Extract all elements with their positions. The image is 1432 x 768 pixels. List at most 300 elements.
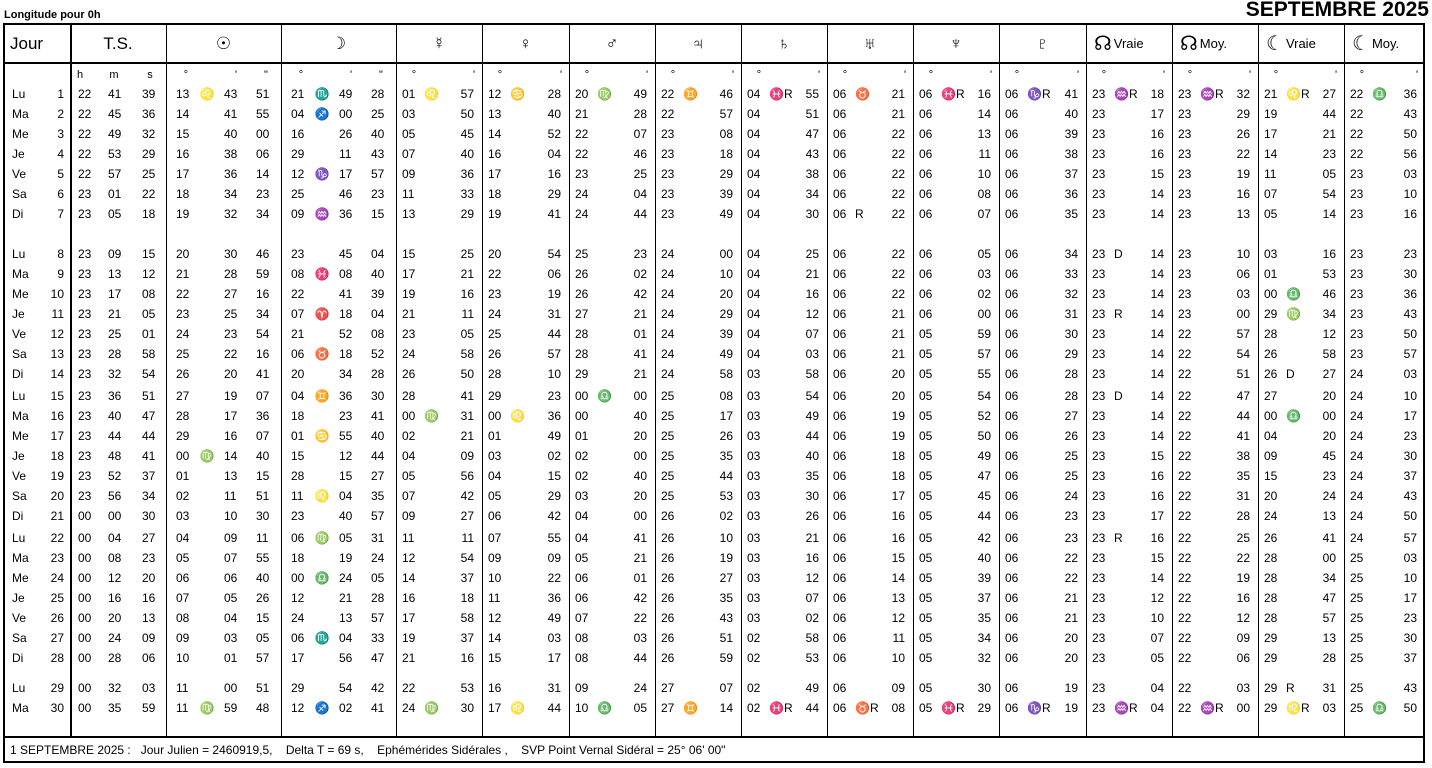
lv-degrees: 11	[1264, 167, 1277, 181]
moon-degrees: 11	[291, 489, 304, 503]
sat-minutes: 12	[805, 571, 819, 585]
lv-minutes: 03	[1322, 701, 1336, 715]
mer-minutes: 18	[460, 591, 474, 605]
moon-degrees: 29	[291, 681, 305, 695]
jup-minutes: 19	[719, 551, 733, 565]
ven-minutes: 36	[547, 409, 561, 423]
plu-degrees: 06	[1005, 681, 1019, 695]
ura-degrees: 06	[833, 469, 847, 483]
jup-degrees: 26	[661, 531, 675, 545]
ven-degrees: 16	[488, 147, 502, 161]
day-number: 14	[50, 367, 64, 381]
lv-minutes: 23	[1322, 147, 1336, 161]
sun-minutes: 59	[224, 701, 238, 715]
mar-minutes: 46	[633, 147, 647, 161]
nep-minutes: 35	[977, 611, 991, 625]
nep-minutes: 59	[977, 327, 991, 341]
plu-degrees: 06	[1005, 147, 1019, 161]
moon-degrees: 01	[291, 429, 305, 443]
ura-minutes: 12	[891, 611, 905, 625]
sat-degrees: 03	[747, 551, 761, 565]
lv-degrees: 00	[1264, 287, 1278, 301]
nm-minutes: 41	[1236, 429, 1250, 443]
ven-sign: ♋	[510, 87, 525, 101]
sidereal-hours: 23	[78, 449, 92, 463]
sun-minutes: 09	[224, 531, 238, 545]
nm-minutes: 51	[1236, 367, 1250, 381]
ven-minutes: 29	[547, 489, 561, 503]
mar-minutes: 49	[633, 87, 647, 101]
sat-minutes: 58	[805, 367, 819, 381]
lm-minutes: 23	[1403, 611, 1417, 625]
sun-seconds: 46	[256, 247, 270, 261]
moon-seconds: 30	[371, 389, 385, 403]
ura-minutes: 21	[891, 107, 905, 121]
lm-degrees: 22	[1350, 127, 1364, 141]
mar-degrees: 24	[575, 187, 589, 201]
nv-minutes: 07	[1150, 631, 1164, 645]
table-row	[0, 608, 1422, 628]
moon-seconds: 04	[371, 307, 385, 321]
mer-degrees: 05	[402, 469, 416, 483]
lm-degrees: 24	[1350, 489, 1364, 503]
column-header-lilith-true	[1258, 25, 1344, 62]
table-row	[0, 628, 1422, 648]
plu-minutes: 28	[1064, 389, 1078, 403]
mar-degrees: 28	[575, 347, 589, 361]
jup-minutes: 08	[719, 127, 733, 141]
moon-minutes: 54	[339, 681, 353, 695]
lm-minutes: 23	[1403, 429, 1417, 443]
moon-minutes: 49	[339, 87, 353, 101]
nep-degrees: 06	[919, 247, 933, 261]
day-name: Di	[12, 509, 24, 523]
ven-degrees: 22	[488, 267, 502, 281]
mar-degrees: 03	[575, 489, 589, 503]
mer-degrees: 17	[402, 611, 416, 625]
jup-degrees: 23	[661, 147, 675, 161]
ura-minutes: 21	[891, 347, 905, 361]
mar-degrees: 26	[575, 267, 589, 281]
sidereal-minutes: 32	[108, 681, 122, 695]
nv-degrees: 23	[1092, 127, 1106, 141]
sidereal-minutes: 56	[108, 489, 122, 503]
mar-minutes: 21	[633, 367, 647, 381]
mer-minutes: 30	[460, 701, 474, 715]
moon-sign: ♑	[314, 167, 330, 181]
ven-degrees: 12	[488, 87, 502, 101]
mar-minutes: 44	[633, 651, 647, 665]
lm-degrees: 23	[1350, 247, 1364, 261]
unit-label: '	[234, 69, 238, 81]
sun-seconds: 51	[256, 87, 270, 101]
moon-degrees: 08	[291, 267, 305, 281]
jup-minutes: 44	[719, 469, 733, 483]
ven-minutes: 04	[547, 147, 561, 161]
nv-minutes: 14	[1150, 307, 1164, 321]
nm-degrees: 22	[1178, 681, 1192, 695]
sat-degrees: 03	[747, 489, 761, 503]
mer-minutes: 16	[460, 287, 474, 301]
nm-minutes: 00	[1236, 701, 1250, 715]
plu-degrees: 06	[1005, 287, 1019, 301]
sat-minutes: 34	[805, 187, 819, 201]
nm-degrees: 22	[1178, 449, 1192, 463]
jup-degrees: 26	[661, 551, 675, 565]
lm-minutes: 30	[1403, 267, 1417, 281]
moon-seconds: 42	[371, 681, 385, 695]
lv-minutes: 05	[1322, 167, 1336, 181]
column-header-jupiter	[655, 25, 741, 62]
moon-minutes: 04	[339, 631, 353, 645]
moon-seconds: 44	[371, 449, 385, 463]
jup-degrees: 22	[661, 107, 675, 121]
sat-minutes: 38	[805, 167, 819, 181]
sidereal-seconds: 25	[142, 167, 156, 181]
table-row	[0, 284, 1422, 304]
table-row	[0, 406, 1422, 426]
table-row	[0, 264, 1422, 284]
table-row	[0, 184, 1422, 204]
moon-degrees: 09	[291, 207, 305, 221]
nm-minutes: 57	[1236, 327, 1250, 341]
nm-degrees: 22	[1178, 631, 1192, 645]
nep-minutes: 02	[977, 287, 991, 301]
nm-degrees: 22	[1178, 429, 1192, 443]
day-number: 2	[57, 107, 64, 121]
moon-minutes: 26	[339, 127, 353, 141]
column-header-label: Moy.	[1371, 36, 1400, 51]
ven-degrees: 16	[488, 681, 502, 695]
moon-sign: ♒	[314, 207, 330, 221]
jup-minutes: 59	[719, 651, 733, 665]
moon-seconds: 40	[371, 429, 385, 443]
lm-minutes: 23	[1403, 247, 1417, 261]
moon-seconds: 27	[371, 469, 385, 483]
sun-degrees: 05	[176, 551, 190, 565]
ven-degrees: 25	[488, 327, 502, 341]
sidereal-minutes: 41	[108, 87, 122, 101]
day-name: Je	[12, 449, 25, 463]
lm-degrees: 25	[1350, 571, 1364, 585]
sat-minutes: 16	[805, 551, 819, 565]
moon-degrees: 21	[291, 327, 305, 341]
ven-minutes: 02	[547, 449, 561, 463]
sun-degrees: 23	[176, 307, 190, 321]
sat-degrees: 04	[747, 207, 761, 221]
mer-degrees: 19	[402, 287, 416, 301]
sidereal-seconds: 32	[142, 127, 156, 141]
nep-minutes: 39	[977, 571, 991, 585]
lm-degrees: 25	[1350, 611, 1364, 625]
plu-degrees: 06	[1005, 509, 1019, 523]
moon-seconds: 40	[371, 267, 385, 281]
sat-degrees: 04	[747, 107, 761, 121]
sun-degrees: 17	[176, 167, 190, 181]
day-name: Ve	[12, 469, 27, 483]
unit-label: '	[903, 69, 907, 81]
sat-minutes: 25	[805, 247, 819, 261]
nv-degrees: 23	[1092, 267, 1106, 281]
nv-minutes: 12	[1150, 591, 1164, 605]
lv-minutes: 34	[1322, 307, 1336, 321]
sun-minutes: 27	[224, 287, 238, 301]
mer-degrees: 14	[402, 571, 416, 585]
unit-label: °	[842, 69, 848, 81]
sun-degrees: 24	[176, 327, 190, 341]
jup-degrees: 26	[661, 631, 675, 645]
ura-degrees: 06	[833, 187, 847, 201]
mar-degrees: 02	[575, 469, 589, 483]
sidereal-hours: 00	[78, 531, 92, 545]
mar-degrees: 21	[575, 107, 589, 121]
moon-sign: ♈	[314, 307, 330, 321]
moon-sign: ♏	[314, 631, 330, 645]
moon-degrees: 24	[291, 611, 305, 625]
lv-minutes: 00	[1322, 409, 1336, 423]
plu-degrees: 06	[1005, 307, 1019, 321]
sidereal-seconds: 06	[142, 651, 156, 665]
jup-sign: ♊	[683, 701, 698, 715]
day-name: Je	[12, 307, 25, 321]
moon-minutes: 13	[339, 611, 353, 625]
plu-degrees: 06	[1005, 389, 1019, 403]
plu-degrees: 06	[1005, 347, 1019, 361]
moon-degrees: 23	[291, 247, 305, 261]
nv-minutes: 04	[1150, 701, 1164, 715]
lv-minutes: 57	[1322, 611, 1336, 625]
mer-minutes: 53	[460, 681, 474, 695]
sidereal-minutes: 57	[108, 167, 122, 181]
sun-minutes: 23	[224, 327, 238, 341]
jup-minutes: 27	[719, 571, 733, 585]
column-header-label: Vraie	[1113, 36, 1144, 51]
column-header-pluto	[999, 25, 1086, 62]
sidereal-seconds: 29	[142, 147, 156, 161]
nep-minutes: 16	[977, 87, 991, 101]
sat-degrees: 04	[747, 347, 761, 361]
unit-label: °	[1273, 69, 1279, 81]
ven-minutes: 22	[547, 571, 561, 585]
day-number: 21	[50, 509, 64, 523]
nep-minutes: 55	[977, 367, 991, 381]
lv-minutes: 53	[1322, 267, 1336, 281]
footer-info: 1 SEPTEMBRE 2025 : Jour Julien = 2460919,5, Delta T = 69 s, Ephémérides Sidérales , SVP Point Vernal Sidéral = 25° 06' 00"	[10, 743, 726, 757]
nm-minutes: 19	[1236, 571, 1250, 585]
nv-minutes: 05	[1150, 651, 1164, 665]
column-header-mars	[569, 25, 655, 62]
mar-degrees: 07	[575, 611, 589, 625]
ura-sign: R	[855, 207, 864, 221]
lm-degrees: 25	[1350, 631, 1364, 645]
lm-minutes: 43	[1403, 307, 1417, 321]
day-number: 17	[50, 429, 64, 443]
plu-degrees: 06	[1005, 107, 1019, 121]
sidereal-minutes: 01	[108, 187, 122, 201]
jup-minutes: 35	[719, 591, 733, 605]
sidereal-hours: 23	[78, 409, 92, 423]
sidereal-minutes: 35	[108, 701, 122, 715]
sat-minutes: 40	[805, 449, 819, 463]
sun-degrees: 06	[176, 571, 190, 585]
nv-minutes: 14	[1150, 367, 1164, 381]
ura-minutes: 18	[891, 469, 905, 483]
nv-minutes: 14	[1150, 187, 1164, 201]
ura-degrees: 06	[833, 267, 847, 281]
sun-minutes: 19	[224, 389, 238, 403]
sidereal-hours: 23	[78, 327, 92, 341]
nv-sign: ♒R	[1114, 701, 1138, 715]
lm-minutes: 30	[1403, 631, 1417, 645]
unit-label: °	[670, 69, 676, 81]
unit-label: °	[1187, 69, 1193, 81]
jup-minutes: 39	[719, 327, 733, 341]
lv-minutes: 27	[1322, 87, 1336, 101]
nep-degrees: 05	[919, 327, 933, 341]
ura-degrees: 06	[833, 571, 847, 585]
nm-minutes: 22	[1236, 147, 1250, 161]
nep-degrees: 05	[919, 591, 933, 605]
sat-degrees: 02	[747, 631, 761, 645]
sidereal-seconds: 18	[142, 207, 156, 221]
sun-seconds: 15	[256, 469, 270, 483]
mer-minutes: 57	[460, 87, 474, 101]
mer-degrees: 22	[402, 681, 416, 695]
mar-minutes: 00	[633, 449, 647, 463]
sidereal-minutes: 52	[108, 469, 122, 483]
moon-seconds: 47	[371, 651, 385, 665]
sun-minutes: 17	[224, 409, 238, 423]
ven-minutes: 28	[547, 87, 561, 101]
sidereal-hours: 23	[78, 287, 92, 301]
nv-degrees: 23	[1092, 167, 1106, 181]
sat-minutes: 49	[805, 681, 819, 695]
nm-minutes: 03	[1236, 287, 1250, 301]
nv-minutes: 16	[1150, 531, 1164, 545]
units-row	[0, 65, 1422, 85]
sun-sign: ♌	[199, 87, 215, 101]
plu-degrees: 06	[1005, 631, 1019, 645]
ura-degrees: 06	[833, 551, 847, 565]
moon-minutes: 23	[339, 409, 353, 423]
sidereal-hours: 22	[78, 107, 92, 121]
footer-separator	[3, 736, 1425, 738]
jup-minutes: 10	[719, 531, 733, 545]
plu-minutes: 27	[1064, 409, 1078, 423]
plu-sign: ♑R	[1027, 701, 1051, 715]
sun-minutes: 01	[224, 651, 238, 665]
day-number: 6	[57, 187, 64, 201]
lm-degrees: 24	[1350, 449, 1364, 463]
mar-minutes: 42	[633, 591, 647, 605]
sun-seconds: 51	[256, 489, 270, 503]
mer-minutes: 41	[460, 389, 474, 403]
mer-degrees: 21	[402, 651, 416, 665]
table-row	[0, 364, 1422, 384]
lv-degrees: 28	[1264, 327, 1278, 341]
nm-minutes: 00	[1236, 307, 1250, 321]
plu-minutes: 23	[1064, 531, 1078, 545]
nm-degrees: 23	[1178, 127, 1192, 141]
nm-minutes: 10	[1236, 247, 1250, 261]
unit-label: °	[1359, 69, 1365, 81]
sidereal-minutes: 53	[108, 147, 122, 161]
mar-minutes: 23	[633, 247, 647, 261]
ven-degrees: 28	[488, 367, 502, 381]
sat-minutes: 43	[805, 147, 819, 161]
column-header-label: Jour	[10, 33, 44, 53]
mer-minutes: 37	[460, 571, 474, 585]
sat-minutes: 53	[805, 651, 819, 665]
mer-minutes: 27	[460, 509, 474, 523]
plu-minutes: 36	[1064, 187, 1078, 201]
nv-minutes: 16	[1150, 469, 1164, 483]
mer-degrees: 24	[402, 347, 416, 361]
jup-minutes: 07	[719, 681, 733, 695]
jup-degrees: 24	[661, 287, 675, 301]
lm-minutes: 57	[1403, 531, 1417, 545]
nv-minutes: 14	[1150, 267, 1164, 281]
sun-seconds: 36	[256, 409, 270, 423]
ura-minutes: 08	[891, 701, 905, 715]
nm-degrees: 22	[1178, 389, 1192, 403]
jup-sign: ♊	[683, 87, 698, 101]
moon-degrees: 12	[291, 701, 305, 715]
sidereal-minutes: 44	[108, 429, 122, 443]
plu-minutes: 21	[1064, 591, 1078, 605]
jup-degrees: 25	[661, 469, 675, 483]
nep-degrees: 05	[919, 489, 933, 503]
jup-degrees: 26	[661, 571, 675, 585]
ura-degrees: 06	[833, 327, 847, 341]
lv-degrees: 09	[1264, 449, 1278, 463]
nm-degrees: 23	[1178, 87, 1192, 101]
sidereal-hours: 22	[78, 87, 92, 101]
column-header-label: ♅	[863, 33, 877, 53]
unit-label: m	[109, 69, 119, 81]
sidereal-seconds: 22	[142, 187, 156, 201]
day-number: 13	[50, 347, 64, 361]
nm-sign: ♒R	[1200, 87, 1224, 101]
nv-minutes: 14	[1150, 287, 1164, 301]
lm-minutes: 30	[1403, 449, 1417, 463]
nv-degrees: 23	[1092, 551, 1106, 565]
sidereal-hours: 00	[78, 509, 92, 523]
mer-minutes: 50	[460, 107, 474, 121]
day-number: 16	[50, 409, 64, 423]
mar-minutes: 04	[633, 187, 647, 201]
moon-sign: ♋	[314, 429, 330, 443]
sun-minutes: 38	[224, 147, 238, 161]
lv-minutes: 24	[1322, 489, 1336, 503]
sidereal-hours: 00	[78, 631, 92, 645]
nm-degrees: 22	[1178, 509, 1192, 523]
moon-minutes: 19	[339, 551, 353, 565]
ven-minutes: 03	[547, 631, 561, 645]
mer-minutes: 36	[460, 167, 474, 181]
nv-degrees: 23	[1092, 531, 1106, 545]
plu-minutes: 30	[1064, 327, 1078, 341]
ura-degrees: 06	[833, 287, 847, 301]
sidereal-minutes: 36	[108, 389, 122, 403]
plu-minutes: 33	[1064, 267, 1078, 281]
sat-minutes: 55	[805, 87, 819, 101]
day-number: 15	[50, 389, 64, 403]
ven-degrees: 11	[488, 591, 501, 605]
nm-minutes: 28	[1236, 509, 1250, 523]
column-header-label: ♀	[519, 33, 532, 53]
moon-minutes: 11	[339, 147, 352, 161]
